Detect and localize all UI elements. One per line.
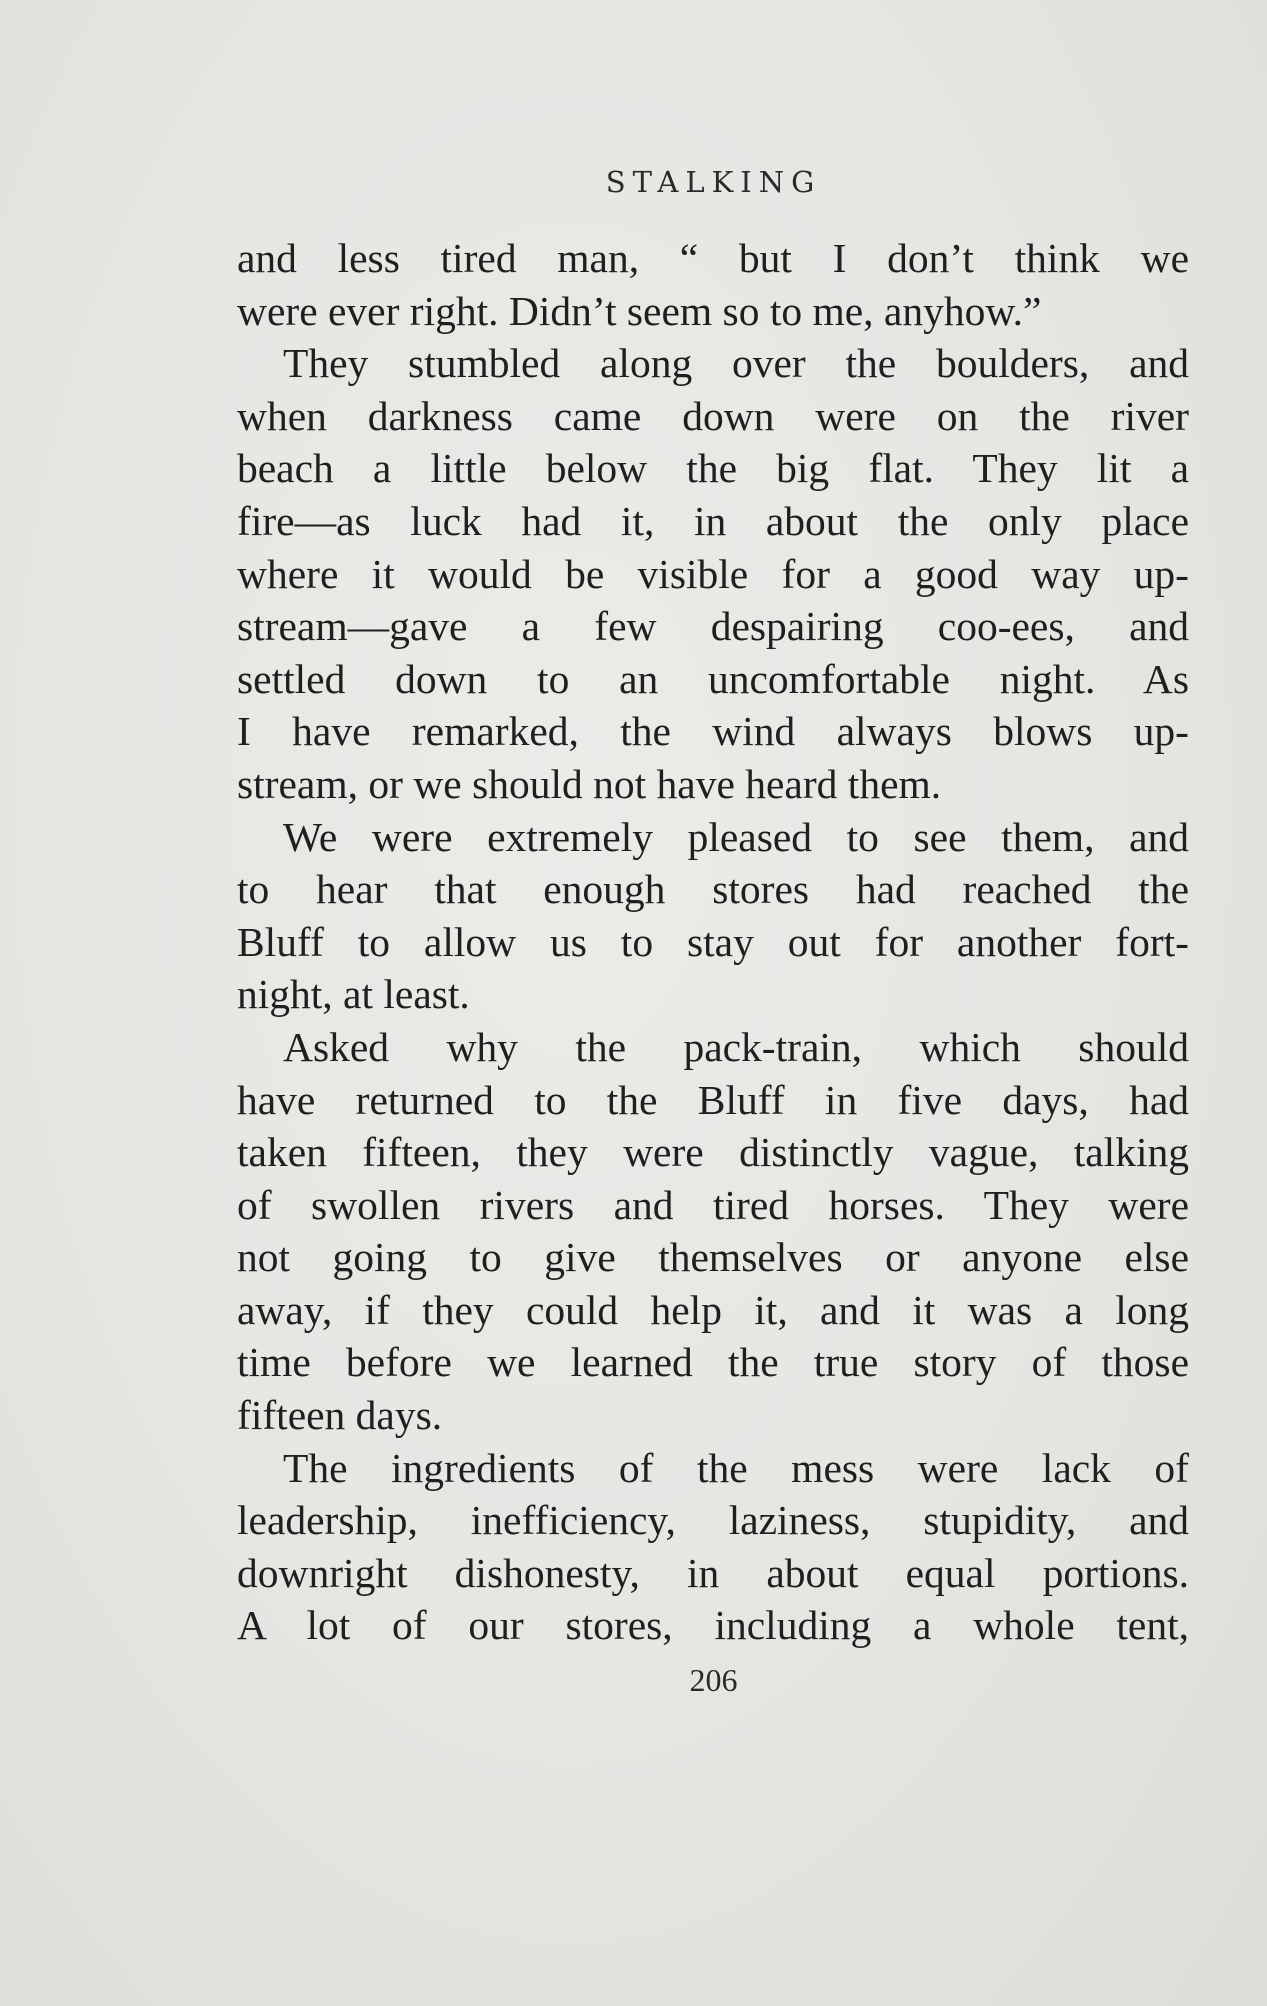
text-line: taken fifteen, they were distinctly vague, talking xyxy=(237,1129,1189,1176)
text-line: I have remarked, the wind always blows up- xyxy=(237,708,1189,755)
text-line: where it would be visible for a good way up- xyxy=(237,550,1189,597)
page-number: 206 xyxy=(689,1662,738,1698)
text-line: were ever right. Didn’t seem so to me, anyhow.” xyxy=(237,287,1042,334)
text-line: night, at least. xyxy=(237,971,470,1018)
text-line: They stumbled along over the boulders, and xyxy=(283,340,1189,387)
text-line: to hear that enough stores had reached the xyxy=(237,866,1189,913)
text-line: A lot of our stores, including a whole tent, xyxy=(237,1602,1189,1649)
text-line: and less tired man, “ but I don’t think we xyxy=(237,235,1189,281)
text-line: away, if they could help it, and it was a long xyxy=(237,1286,1189,1333)
body-text xyxy=(237,232,1189,1652)
text-line: not going to give themselves or anyone else xyxy=(237,1234,1189,1281)
text-line: Asked why the pack-train, which should xyxy=(283,1023,1189,1070)
text-line: leadership, inefficiency, laziness, stupidity, and xyxy=(237,1497,1189,1544)
text-line: settled down to an uncomfortable night. As xyxy=(237,655,1189,702)
text-line: stream, or we should not have heard them. xyxy=(237,760,942,807)
running-head: STALKING xyxy=(605,165,822,199)
text-line: Bluff to allow us to stay out for another fort- xyxy=(237,918,1189,965)
text-line: of swollen rivers and tired horses. They were xyxy=(237,1181,1189,1228)
text-line: beach a little below the big flat. They lit a xyxy=(237,445,1189,492)
text-line: The ingredients of the mess were lack of xyxy=(283,1444,1189,1491)
text-line: stream—gave a few despairing coo-ees, and xyxy=(237,603,1189,650)
text-line: fifteen days. xyxy=(237,1392,443,1439)
text-line: We were extremely pleased to see them, and xyxy=(283,813,1189,860)
text-line: time before we learned the true story of those xyxy=(237,1339,1189,1386)
text-line: have returned to the Bluff in five days, had xyxy=(237,1076,1189,1123)
text-line: fire—as luck had it, in about the only place xyxy=(237,497,1189,544)
text-line: when darkness came down were on the river xyxy=(237,392,1189,439)
text-line: downright dishonesty, in about equal portions. xyxy=(237,1549,1189,1596)
